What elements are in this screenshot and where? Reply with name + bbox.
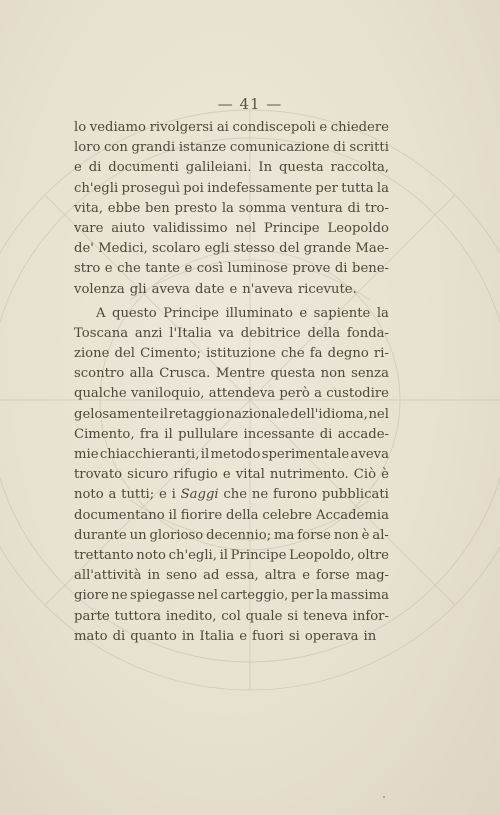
word: mato: [74, 628, 108, 644]
word: Crusca.: [159, 366, 211, 382]
word: di: [333, 140, 346, 156]
word: fonda-: [346, 325, 389, 341]
word: con: [104, 140, 128, 156]
word: ben: [145, 200, 170, 216]
word: glorioso: [149, 527, 204, 543]
word: di: [88, 160, 102, 176]
word: Accademia: [315, 507, 389, 523]
word: prove: [292, 261, 331, 277]
body-text: [74, 118, 389, 647]
word: ne: [111, 588, 128, 604]
word: loro: [74, 140, 101, 156]
word: che: [117, 261, 141, 277]
word: fuori: [252, 628, 284, 644]
word: retaggio: [168, 406, 225, 422]
word: ri-: [373, 346, 389, 362]
text-line: [74, 425, 389, 445]
word: la: [221, 200, 234, 216]
word: Ciò: [353, 467, 377, 483]
word: gelosamente: [74, 406, 159, 422]
word: scontro: [74, 366, 125, 382]
word: fa: [309, 346, 323, 362]
word: degno: [327, 346, 369, 362]
text-line: [74, 118, 389, 138]
word: egli: [204, 241, 230, 257]
word: questo: [112, 305, 157, 321]
word: in: [181, 628, 195, 644]
word: a: [108, 487, 117, 503]
word: nel: [235, 220, 256, 236]
word: Leopoldo,: [289, 547, 355, 563]
word: altra: [264, 568, 297, 584]
word: infor-: [352, 608, 389, 624]
word: che: [223, 487, 248, 503]
word: ebbe: [107, 200, 141, 216]
word: rifugio: [173, 467, 218, 483]
word: ch'egli,: [168, 547, 217, 563]
word: e: [222, 467, 231, 483]
word: istituzione: [206, 346, 276, 362]
word: mie: [74, 447, 99, 462]
word: Mae-: [355, 241, 389, 257]
word: ventura: [291, 200, 343, 216]
word: ai: [216, 120, 229, 135]
word: aveva: [350, 447, 389, 462]
word: custodire: [326, 386, 389, 402]
text-line: [74, 364, 389, 384]
text-line: [74, 405, 389, 425]
word: e: [302, 568, 311, 584]
word: non: [320, 366, 346, 382]
word: grande: [303, 241, 352, 257]
word: questa: [278, 160, 324, 176]
word: non: [333, 527, 359, 543]
word: in: [363, 628, 377, 644]
word: così: [196, 261, 224, 277]
word: gli: [129, 281, 147, 297]
word: date: [195, 281, 225, 297]
word: validissimo: [152, 220, 228, 236]
word: fiorire: [180, 507, 223, 523]
text-line: [74, 304, 389, 324]
word: scritti: [349, 140, 389, 156]
text-line: [74, 239, 389, 259]
word: Leopoldo: [327, 220, 389, 236]
text-line: [74, 158, 389, 178]
word: incessante: [243, 426, 315, 442]
word: accade-: [337, 426, 389, 442]
word: bene-: [352, 261, 389, 277]
word: la: [376, 180, 389, 196]
text-line: [74, 506, 389, 526]
word: dell'idioma,: [290, 406, 368, 422]
text-line: [74, 607, 389, 627]
word: stesso: [233, 241, 275, 257]
word: celebre: [262, 507, 313, 523]
word: vare: [74, 220, 104, 236]
word: Saggi: [180, 487, 219, 503]
word: il: [200, 447, 210, 462]
word: nutrimento.: [269, 467, 349, 483]
word: in: [147, 568, 161, 584]
word: mag-: [355, 568, 389, 584]
word: che: [280, 346, 305, 362]
word: massima: [330, 588, 389, 604]
word: seno: [166, 568, 198, 584]
word: trettanto: [74, 547, 134, 563]
word: alla: [129, 366, 154, 382]
word: zione: [74, 346, 110, 362]
word: A: [96, 305, 106, 321]
text-line: [74, 485, 389, 505]
text-line: [74, 465, 389, 485]
word: debitrice: [240, 325, 301, 341]
text-line: [74, 219, 389, 239]
word: per: [290, 588, 314, 604]
word: furono: [273, 487, 318, 503]
word: illuminato: [225, 305, 293, 321]
word: vita,: [74, 200, 104, 216]
word: chiacchieranti,: [99, 447, 200, 462]
word: rivolgersi: [149, 120, 214, 135]
word: grandi: [131, 140, 176, 156]
word: fra: [139, 426, 159, 442]
word: vital: [235, 467, 265, 483]
word: pullulare: [178, 426, 239, 442]
word: all'attività: [74, 568, 142, 584]
word: ch'egli: [74, 180, 119, 196]
word: ricevute.: [297, 281, 357, 297]
word: documentano: [74, 507, 165, 523]
word: senza: [351, 366, 389, 382]
word: tutta: [341, 180, 374, 196]
word: pubblicati: [321, 487, 389, 503]
word: aiuto: [111, 220, 146, 236]
word: l'Italia: [169, 325, 212, 341]
word: n'aveva: [242, 281, 293, 297]
word: comunicazione: [229, 140, 330, 156]
word: proseguì: [121, 180, 180, 196]
word: Principe: [163, 305, 219, 321]
word: del: [279, 241, 300, 257]
text-line: [74, 526, 389, 546]
word: si: [288, 628, 300, 644]
word: tro-: [364, 200, 389, 216]
word: indefessamente: [207, 180, 313, 196]
word: nel: [368, 406, 389, 422]
word: e: [104, 261, 113, 277]
word: noto: [74, 487, 104, 503]
word: scolaro: [152, 241, 201, 257]
word: però: [279, 386, 310, 402]
word: è: [381, 467, 389, 483]
word: aveva: [151, 281, 191, 297]
word: di: [347, 200, 361, 216]
word: ma: [274, 527, 295, 543]
word: giore: [74, 588, 109, 604]
text-line: [74, 199, 389, 219]
word: sperimentale: [261, 447, 350, 462]
word: è: [361, 527, 370, 543]
word: e: [229, 281, 238, 297]
text-line: [74, 259, 389, 279]
word: e: [159, 487, 167, 503]
word: della: [225, 507, 259, 523]
word: operava: [304, 628, 359, 644]
word: attendeva: [208, 386, 276, 402]
text-line: [74, 566, 389, 586]
text-line: [74, 179, 389, 199]
word: luminose: [227, 261, 288, 277]
word: qualche: [74, 386, 127, 402]
word: sapiente: [313, 305, 371, 321]
word: e: [184, 261, 193, 277]
word: chiedere: [330, 120, 389, 135]
word: il: [159, 406, 169, 422]
word: il: [164, 426, 173, 442]
word: sicuro: [127, 467, 169, 483]
word: un: [129, 527, 147, 543]
text-line: [74, 344, 389, 364]
text-line: [74, 586, 389, 606]
word: In: [258, 160, 273, 176]
word: tante: [145, 261, 180, 277]
text-line: [74, 627, 389, 647]
word: stro: [74, 261, 101, 277]
word: di: [319, 426, 333, 442]
word: spiegasse: [130, 588, 195, 604]
word: ad: [203, 568, 220, 584]
word: va: [218, 325, 234, 341]
text-line: [74, 445, 389, 465]
word: quanto: [130, 628, 177, 644]
word: Principe: [230, 547, 287, 563]
word: la: [315, 588, 328, 604]
word: della: [307, 325, 341, 341]
word: parte: [74, 608, 110, 624]
word: di: [334, 261, 348, 277]
word: di: [112, 628, 126, 644]
word: e: [299, 305, 308, 321]
word: condiscepoli: [232, 120, 316, 135]
word: anzi: [134, 325, 163, 341]
word: vediamo: [89, 120, 146, 135]
word: de': [74, 241, 94, 257]
word: poi: [183, 180, 204, 196]
word: raccolta,: [330, 160, 389, 176]
word: Cimento;: [140, 346, 201, 362]
word: volenza: [74, 281, 125, 297]
word: si: [287, 608, 299, 624]
word: la: [376, 305, 389, 321]
word: durante: [74, 527, 127, 543]
word: presto: [174, 200, 218, 216]
word: tuttora: [114, 608, 162, 624]
word: questa: [270, 366, 316, 382]
word: Cimento,: [74, 426, 135, 442]
word: oltre: [357, 547, 389, 563]
text-line: [74, 280, 389, 300]
text-line: [74, 546, 389, 566]
word: ne: [251, 487, 269, 503]
word: Mentre: [215, 366, 266, 382]
word: carteggio,: [220, 588, 289, 604]
word: metodo: [210, 447, 261, 462]
word: il: [219, 547, 229, 563]
word: nel: [197, 588, 218, 604]
word: teneva: [303, 608, 348, 624]
word: Toscana: [74, 325, 129, 341]
word: Italia: [199, 628, 235, 644]
word: lo: [74, 120, 87, 135]
word: a: [314, 386, 322, 402]
word: galileiani.: [185, 160, 252, 176]
page-number: — 41 —: [217, 95, 283, 113]
text-line: [74, 384, 389, 404]
word: quale: [245, 608, 283, 624]
word: somma: [238, 200, 287, 216]
word: del: [114, 346, 136, 362]
word: nazionale: [225, 406, 290, 422]
word: vaniloquio,: [130, 386, 205, 402]
word: essa,: [225, 568, 259, 584]
word: i: [171, 487, 176, 503]
word: forse: [316, 568, 350, 584]
word: forse: [297, 527, 331, 543]
text-line: [74, 324, 389, 344]
word: tutti;: [121, 487, 155, 503]
word: documenti: [108, 160, 179, 176]
word: istanze: [178, 140, 227, 156]
text-line: [74, 138, 389, 158]
word: e: [239, 628, 248, 644]
word: il: [168, 507, 177, 523]
word: Principe: [263, 220, 320, 236]
word: inedito,: [165, 608, 217, 624]
word: al-: [372, 527, 389, 543]
word: noto: [136, 547, 166, 563]
ink-speck: [383, 796, 385, 798]
word: e: [74, 160, 82, 176]
word: Medici,: [98, 241, 148, 257]
word: decennio;: [206, 527, 272, 543]
word: per: [315, 180, 338, 196]
word: col: [221, 608, 241, 624]
word: trovato: [74, 467, 123, 483]
word: e: [319, 120, 328, 135]
